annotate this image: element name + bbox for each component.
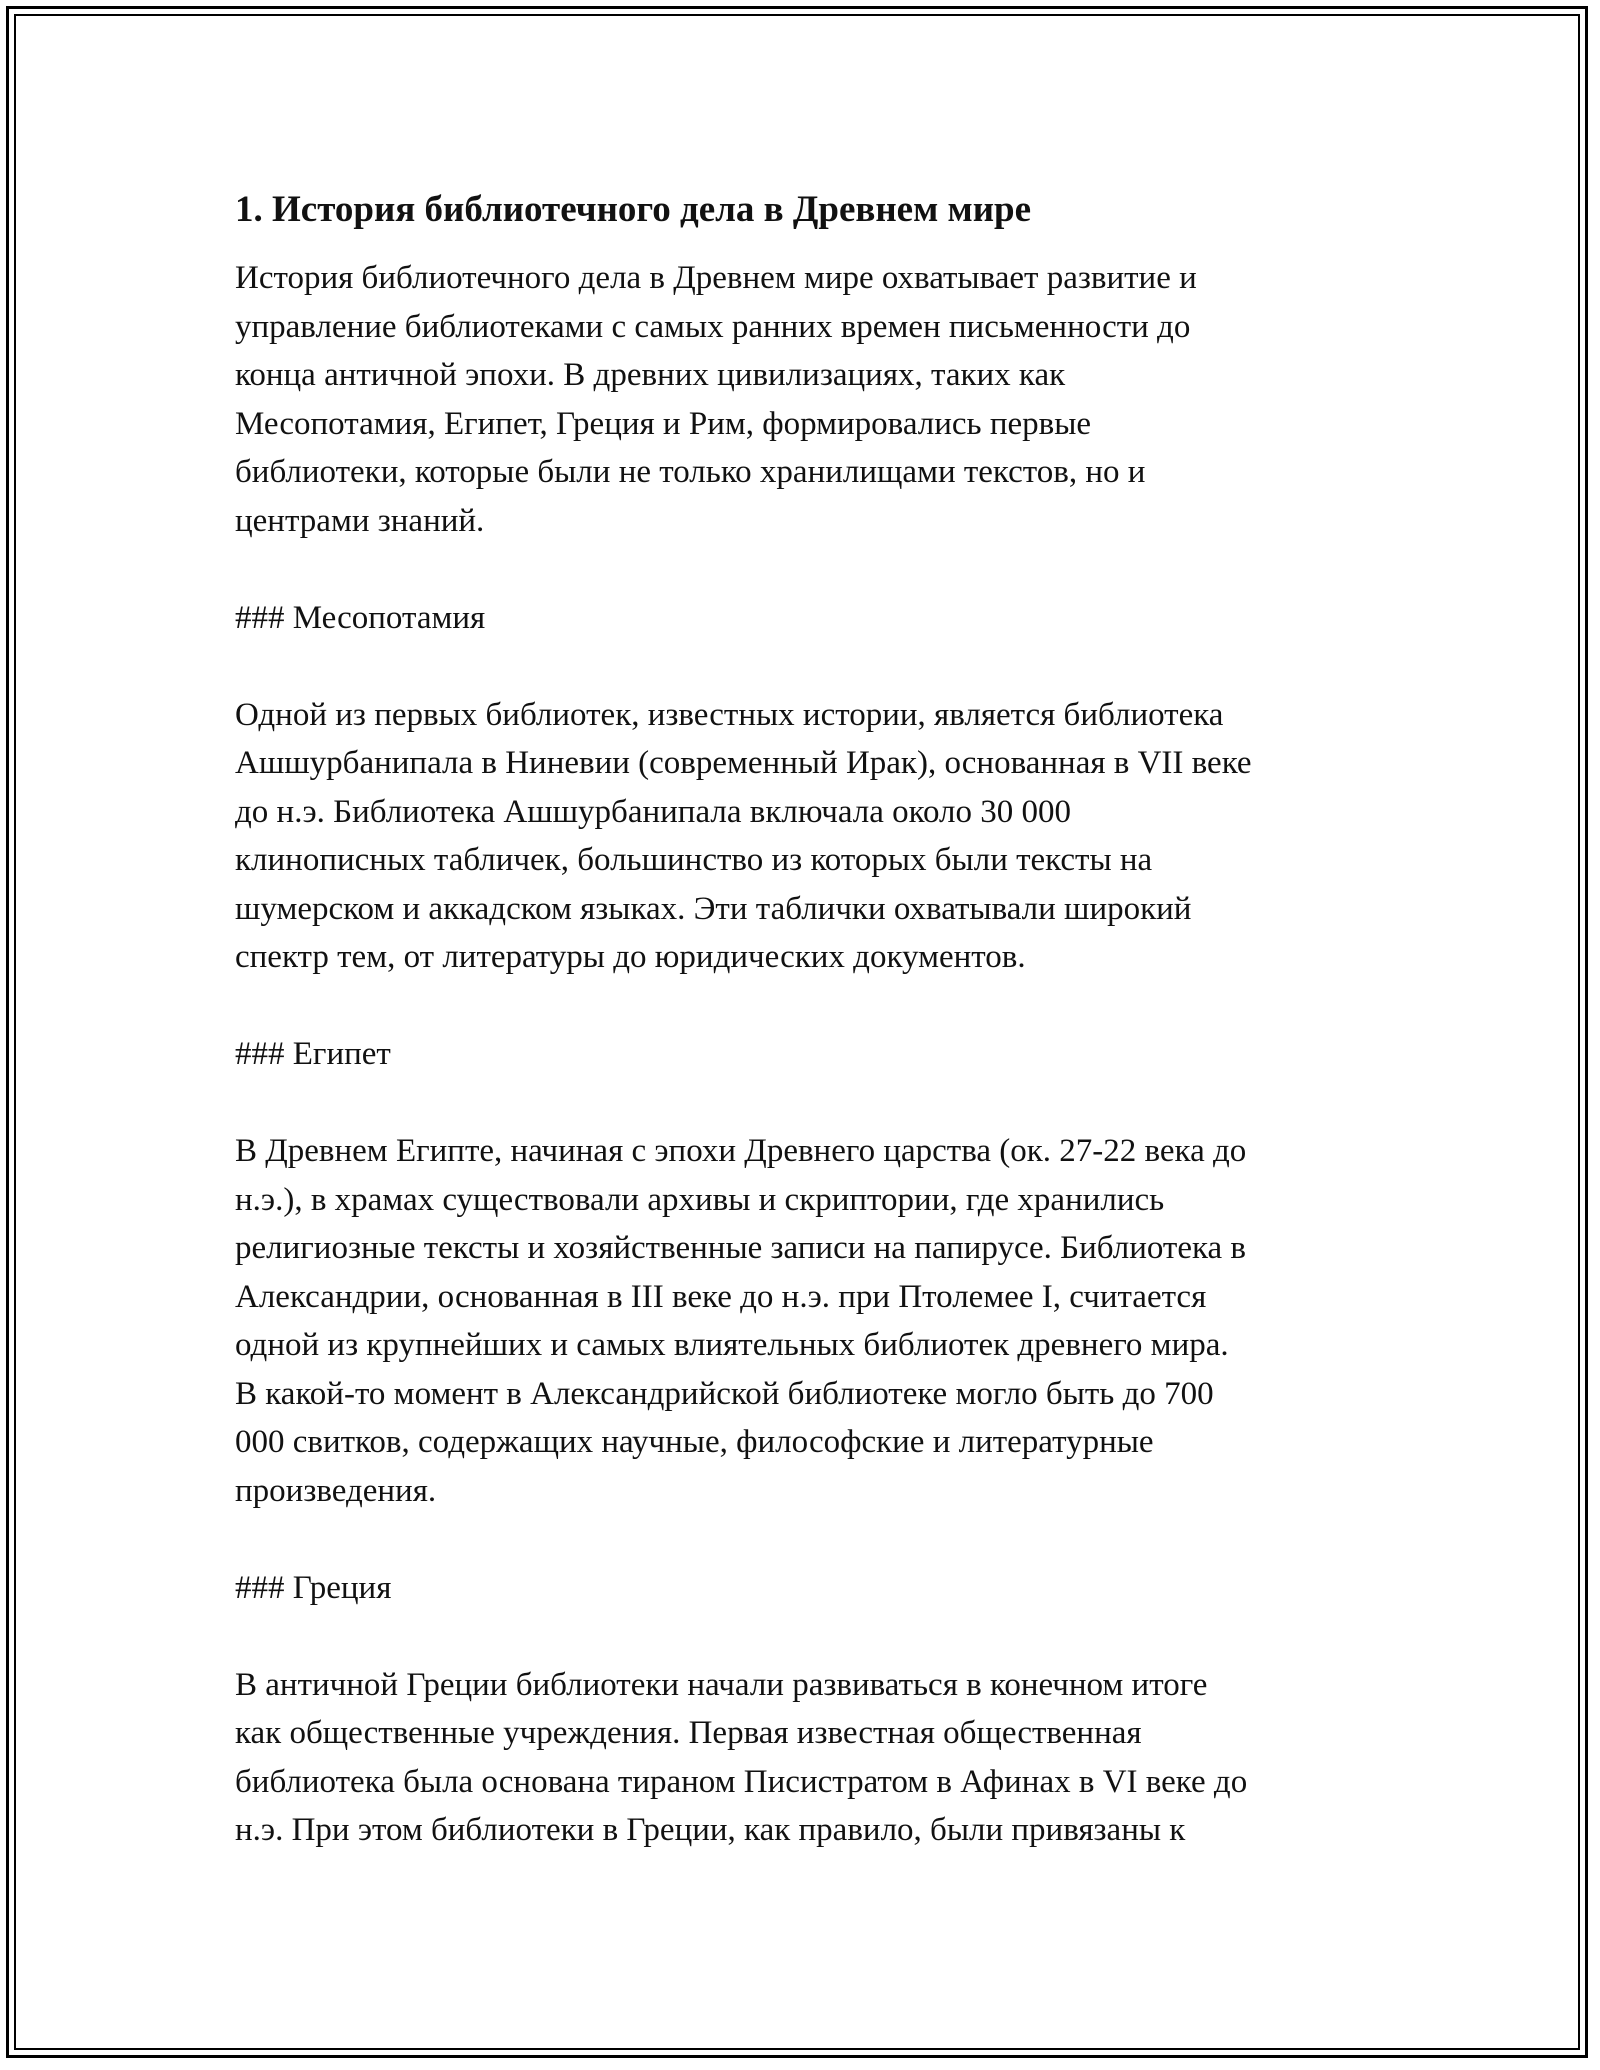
spacer [235, 1079, 1385, 1128]
text-line: Александрии, основанная в III веке до н.э. при Птолемее I, считается [235, 1278, 1207, 1315]
section-heading-greece: ### Греция [235, 1569, 392, 1606]
text-line: центрами знаний. [235, 502, 485, 539]
text-line: библиотеки, которые были не только хранилищами текстов, но и [235, 454, 1146, 490]
document-title: 1. История библиотечного дела в Древнем мире [235, 189, 1032, 230]
text-line: религиозные тексты и хозяйственные записи на папирусе. Библиотека в [235, 1230, 1247, 1266]
spacer [235, 1515, 1385, 1564]
text-line: библиотека была основана тираном Писистратом в Афинах в VI веке до [235, 1763, 1248, 1800]
section-paragraph-mesopotamia [235, 691, 1385, 982]
text-line: одной из крупнейших и самых влиятельных библиотек древнего мира. [235, 1327, 1229, 1363]
text-line: как общественные учреждения. Первая известная общественная [235, 1715, 1142, 1751]
text-line: В античной Греции библиотеки начали развиваться в конечном итоге [235, 1666, 1208, 1703]
text-line: В Древнем Египте, начиная с эпохи Древнего царства (ок. 27-22 века до [235, 1133, 1247, 1169]
intro-paragraph [235, 254, 1385, 545]
spacer [235, 545, 1385, 594]
text-line: В какой-то момент в Александрийской библиотеке могло быть до 700 [235, 1375, 1214, 1412]
text-line: Ашшурбанипала в Ниневии (современный Ирак), основанная в VII веке [235, 745, 1252, 781]
text-line: до н.э. Библиотека Ашшурбанипала включала около 30 000 [235, 793, 1072, 830]
spacer [235, 1612, 1385, 1661]
section-heading-mesopotamia: ### Месопотамия [235, 599, 486, 636]
text-line: История библиотечного дела в Древнем мире охватывает развитие и [235, 260, 1197, 296]
text-line: н.э. При этом библиотеки в Греции, как правило, были привязаны к [235, 1812, 1186, 1848]
spacer [235, 982, 1385, 1031]
text-line: Месопотамия, Египет, Греция и Рим, формировались первые [235, 405, 1092, 442]
section-paragraph-egypt [235, 1127, 1385, 1515]
text-line: Одной из первых библиотек, известных истории, является библиотека [235, 696, 1224, 733]
text-line: произведения. [235, 1472, 437, 1509]
text-line: спектр тем, от литературы до юридических документов. [235, 939, 1026, 975]
text-line: управление библиотеками с самых ранних времен письменности до [235, 308, 1191, 345]
spacer [235, 642, 1385, 691]
text-line: шумерском и аккадском языках. Эти таблички охватывали широкий [235, 890, 1192, 927]
text-line: н.э.), в храмах существовали архивы и скриптории, где хранились [235, 1181, 1165, 1218]
text-line: 000 свитков, содержащих научные, философские и литературные [235, 1424, 1154, 1460]
document-body [235, 186, 1385, 1855]
text-line: клинописных табличек, большинство из которых были тексты на [235, 842, 1153, 878]
section-paragraph-greece [235, 1661, 1385, 1855]
section-heading-egypt: ### Египет [235, 1036, 391, 1072]
text-line: конца античной эпохи. В древних цивилизациях, таких как [235, 357, 1066, 393]
